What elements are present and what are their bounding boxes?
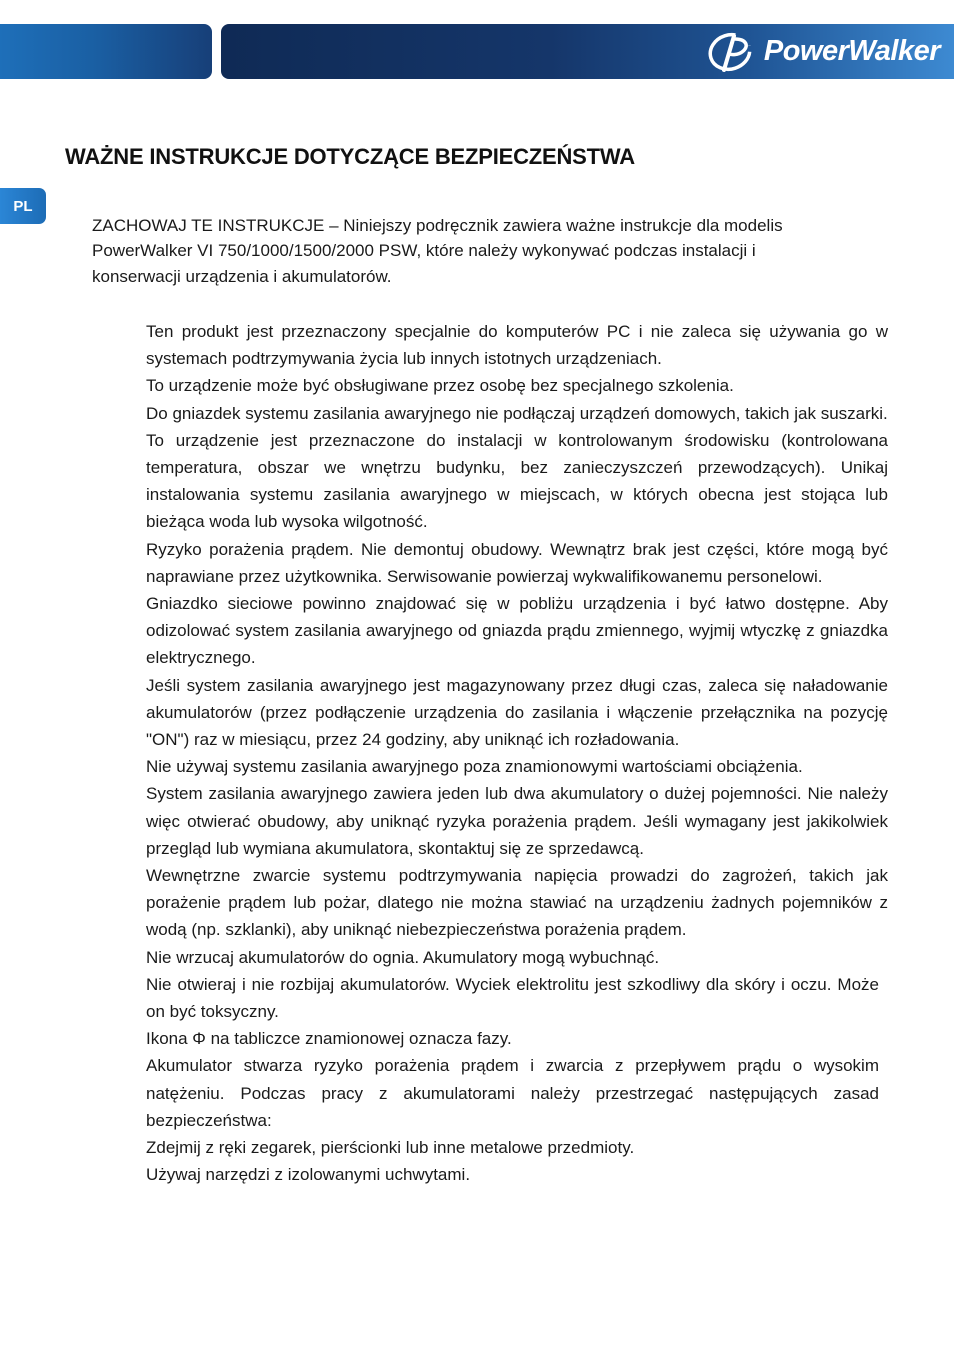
page-title: WAŻNE INSTRUKCJE DOTYCZĄCE BEZPIECZEŃSTWA	[65, 144, 635, 169]
instruction-item: Nie używaj systemu zasilania awaryjnego poza znamionowymi wartościami obciążenia.	[146, 757, 803, 777]
instruction-item: Używaj narzędzi z izolowanymi uchwytami.	[146, 1165, 471, 1185]
instruction-item: Ryzyko porażenia prądem. Nie demontuj obudowy. Wewnątrz brak jest części, które mogą być naprawiane przez użytkownika. Serwisowanie powierzaj wykwalifikowanemu personelowi.	[146, 539, 888, 586]
instruction-item: Jeśli system zasilania awaryjnego jest magazynowany przez długi czas, zaleca się naładowanie akumulatorów (przez podłączenie urządzenia do zasilania i włączenie przełącznika na pozycję "ON") raz w miesiącu, przez 24 godziny, aby uniknąć ich rozładowania.	[146, 675, 888, 750]
brand-name: PowerWalker	[763, 34, 940, 67]
instruction-item: Gniazdko sieciowe powinno znajdować się w pobliżu urządzenia i być łatwo dostępne. Aby odizolować system zasilania awaryjnego od gniazda prądu zmiennego, wyjmij wtyczkę z gniazdka elektrycznego.	[146, 594, 888, 668]
instruction-item: Akumulator stwarza ryzyko porażenia prądem i zwarcia z przepływem prądu o wysokim natężeniu. Podczas pracy z akumulatorami należy przestrzegać następujących zasad bezpieczeństwa:	[146, 1056, 879, 1130]
instruction-item: Wewnętrzne zwarcie systemu podtrzymywania napięcia prowadzi do zagrożeń, takich jak porażenie prądem lub pożar, dlatego nie można stawiać na urządzeniu żadnych pojemników z wodą (np. szklanki), aby uniknąć niebezpieczeństwa porażenia prądem.	[146, 866, 888, 940]
header-band-left	[0, 24, 212, 79]
instruction-item: System zasilania awaryjnego zawiera jeden lub dwa akumulatory o dużej pojemności. Nie należy więc otwierać obudowy, aby uniknąć ryzyka porażenia prądem. Jeśli wymagany jest jakikolwiek przegląd lub wymiana akumulatora, skontaktuj się ze sprzedawcą.	[146, 784, 888, 858]
header-band-right	[221, 24, 954, 79]
power-symbol-icon	[704, 30, 760, 72]
instruction-item: To urządzenie może być obsługiwane przez osobę bez specjalnego szkolenia.	[146, 376, 734, 396]
instruction-item: Zdejmij z ręki zegarek, pierścionki lub inne metalowe przedmioty.	[146, 1138, 635, 1158]
instruction-item: Ikona Φ na tabliczce znamionowej oznacza fazy.	[146, 1029, 512, 1049]
instruction-item: Do gniazdek systemu zasilania awaryjnego nie podłączaj urządzeń domowych, takich jak suszarki.	[146, 403, 888, 423]
instruction-item: Nie otwieraj i nie rozbijaj akumulatorów. Wyciek elektrolitu jest szkodliwy dla skóry i oczu. Może on być toksyczny.	[146, 974, 879, 1022]
instruction-item: Nie wrzucaj akumulatorów do ognia. Akumulatory mogą wybuchnąć.	[146, 947, 660, 967]
instruction-item: Ten produkt jest przeznaczony specjalnie do komputerów PC i nie zaleca się używania go w systemach podtrzymywania życia lub innych istotnych urządzeniach.	[146, 322, 888, 369]
safety-instructions-list	[146, 318, 888, 1189]
instruction-item: To urządzenie jest przeznaczone do instalacji w kontrolowanym środowisku (kontrolowana temperatura, obszar we wnętrzu budynku, bez zanieczyszczeń przewodzących). Unikaj instalowania systemu zasilania awaryjnego w miejscach, w których obecna jest stojąca lub bieżąca woda lub wysoka wilgotność.	[146, 430, 888, 532]
language-tab-pl: PL	[0, 188, 46, 224]
intro-paragraph: ZACHOWAJ TE INSTRUKCJE – Niniejszy podręcznik zawiera ważne instrukcje dla modelis PowerWalker VI 750/1000/1500/2000 PSW, które należy wykonywać podczas instalacji i konserwacji urządzenia i akumulatorów.	[92, 216, 783, 286]
powerwalker-logo	[704, 30, 940, 72]
